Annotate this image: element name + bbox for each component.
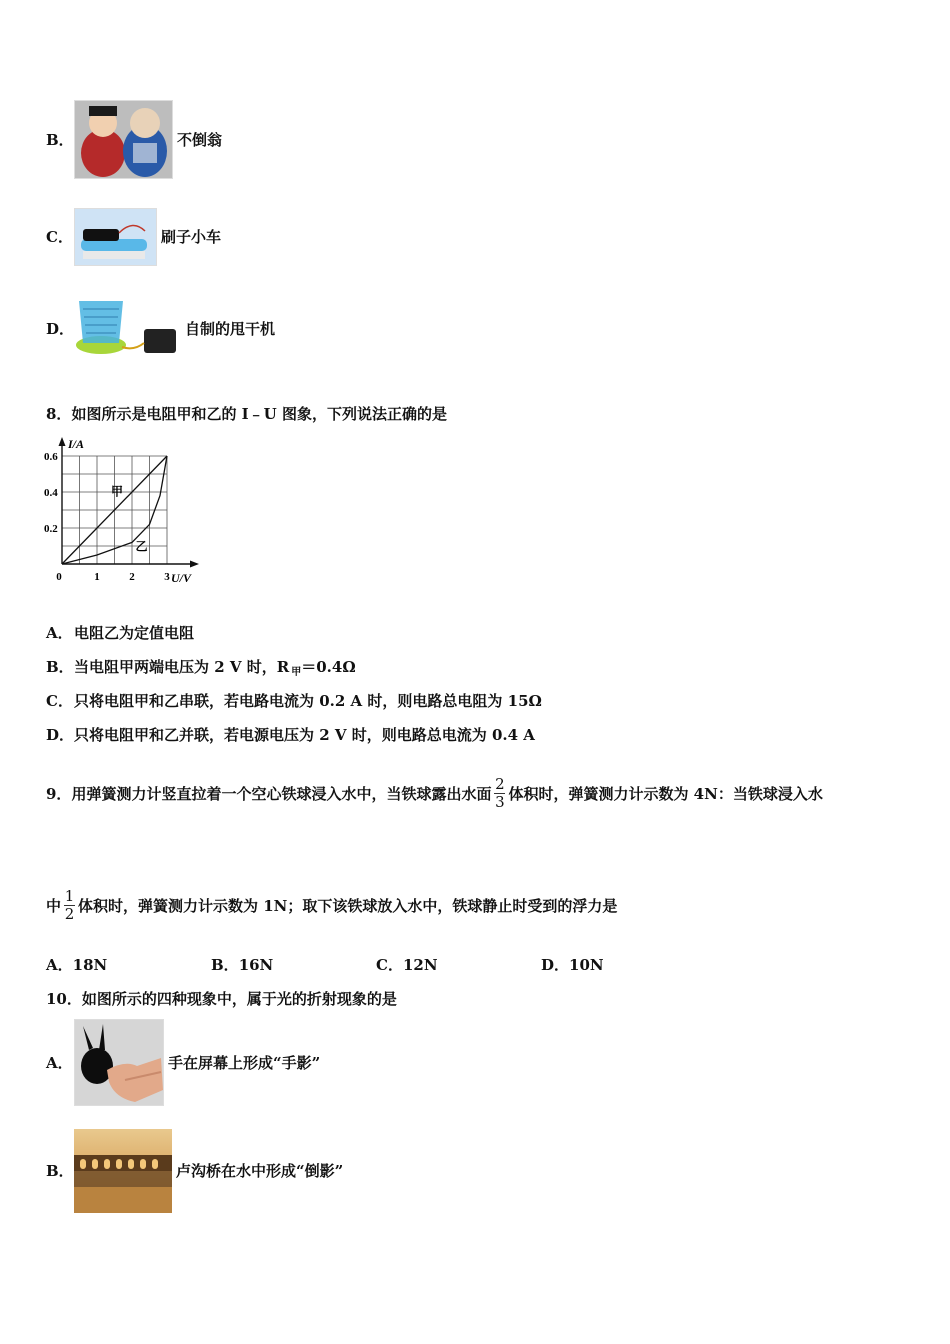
q9-option-a[interactable] [46,954,107,975]
option-label: A． [46,1053,73,1072]
q7-option-c[interactable] [46,208,221,265]
iu-chart-svg [44,432,224,592]
fraction-numerator: 1 [64,886,75,905]
fraction-denominator: 3 [495,792,505,811]
question-number: 8． [46,404,72,423]
option-label: B． [46,1162,74,1180]
q8-stem [46,402,447,424]
subscript: 甲 [291,666,302,678]
q7-option-d[interactable] [46,294,275,362]
option-label: A． [46,956,73,974]
question-text-part4: 体积时，弹簧测力计示数为 1N；取下该铁球放入水中，铁球静止时受到的浮力是 [78,896,618,915]
option-text: 自制的甩干机 [185,319,276,338]
q8-option-d[interactable] [46,723,535,745]
option-text: 16N [238,956,274,974]
option-label: B． [46,657,74,676]
question-text-part2: 体积时，弹簧测力计示数为 4N：当铁球浸入水 [508,784,823,803]
x-tick-label: 1 [94,571,100,583]
option-text: 只将电阻甲和乙串联，若电路电流为 0.2 A 时，则电路总电阻为 15Ω [74,691,542,710]
q9-line-2 [46,872,617,938]
option-label: B． [211,956,239,974]
option-text: 手在屏幕上形成“手影” [168,1053,321,1072]
option-text: 电阻乙为定值电阻 [74,623,195,642]
q8-option-a[interactable] [46,621,194,643]
option-text: 只将电阻甲和乙并联，若电源电压为 2 V 时，则电路总电流为 0.4 A [74,725,535,744]
y-tick-label: 0.2 [44,523,58,535]
q10-option-b[interactable] [46,1128,343,1213]
y-tick-label: 0.6 [44,451,58,463]
option-text: 当电阻甲两端电压为 2 V 时，R [74,657,290,676]
fraction-two-thirds [494,776,505,811]
q9-option-d[interactable] [541,954,604,975]
q7-option-b[interactable] [46,100,222,178]
x-tick-label: 2 [129,571,135,583]
question-text: 如图所示是电阻甲和乙的 I﹣U 图象，下列说法正确的是 [71,404,447,423]
y-axis-arrow [59,437,66,446]
option-text: 刷子小车 [161,228,222,246]
bridge-reflection-photo [74,1129,172,1213]
option-label: D． [46,319,75,338]
series-label-jia: 甲 [111,484,124,499]
x-axis-arrow [190,561,199,568]
question-text: 如图所示的四种现象中，属于光的折射现象的是 [81,989,397,1008]
option-text: 不倒翁 [177,130,223,149]
option-label: C． [46,691,73,710]
q8-option-c[interactable] [46,689,542,711]
q10-option-a[interactable] [46,1019,320,1105]
option-text: 12N [402,956,438,974]
q9-option-c[interactable] [376,954,438,975]
brush-car-photo [74,208,157,266]
q10-stem [46,987,397,1009]
x-axis-label: U/V [171,571,192,585]
tumbler-dolls-photo [74,100,173,179]
fraction-one-half [64,888,75,923]
option-text-b: ＝0.4Ω [301,657,356,676]
q9-line-1 [46,760,823,826]
q9-option-b[interactable] [211,954,273,975]
iu-chart [44,432,224,592]
x-tick-label: 3 [164,571,170,583]
option-label: C． [46,228,73,246]
question-number: 10． [46,989,82,1008]
y-axis-label: I/A [68,437,85,451]
series-label-yi: 乙 [135,539,148,554]
question-text-part3: 中 [46,896,62,915]
option-label: A． [46,623,73,642]
hand-shadow-rabbit-photo [74,1019,164,1106]
option-label: C． [376,956,403,974]
x-tick-label: 0 [56,571,62,583]
q8-option-b[interactable] [46,655,356,677]
question-text-part1: 用弹簧测力计竖直拉着一个空心铁球浸入水中，当铁球露出水面 [71,784,492,803]
option-label: D． [541,956,570,974]
fraction-numerator: 2 [495,774,505,793]
option-text: 卢沟桥在水中形成“倒影” [176,1162,344,1180]
fraction-denominator: 2 [64,904,75,923]
y-tick-label: 0.4 [44,487,58,499]
spin-dryer-photo [74,295,181,362]
option-text: 10N [569,956,604,974]
option-label: B． [46,130,74,149]
question-number: 9． [46,784,72,803]
option-text: 18N [72,956,108,974]
option-label: D． [46,725,75,744]
